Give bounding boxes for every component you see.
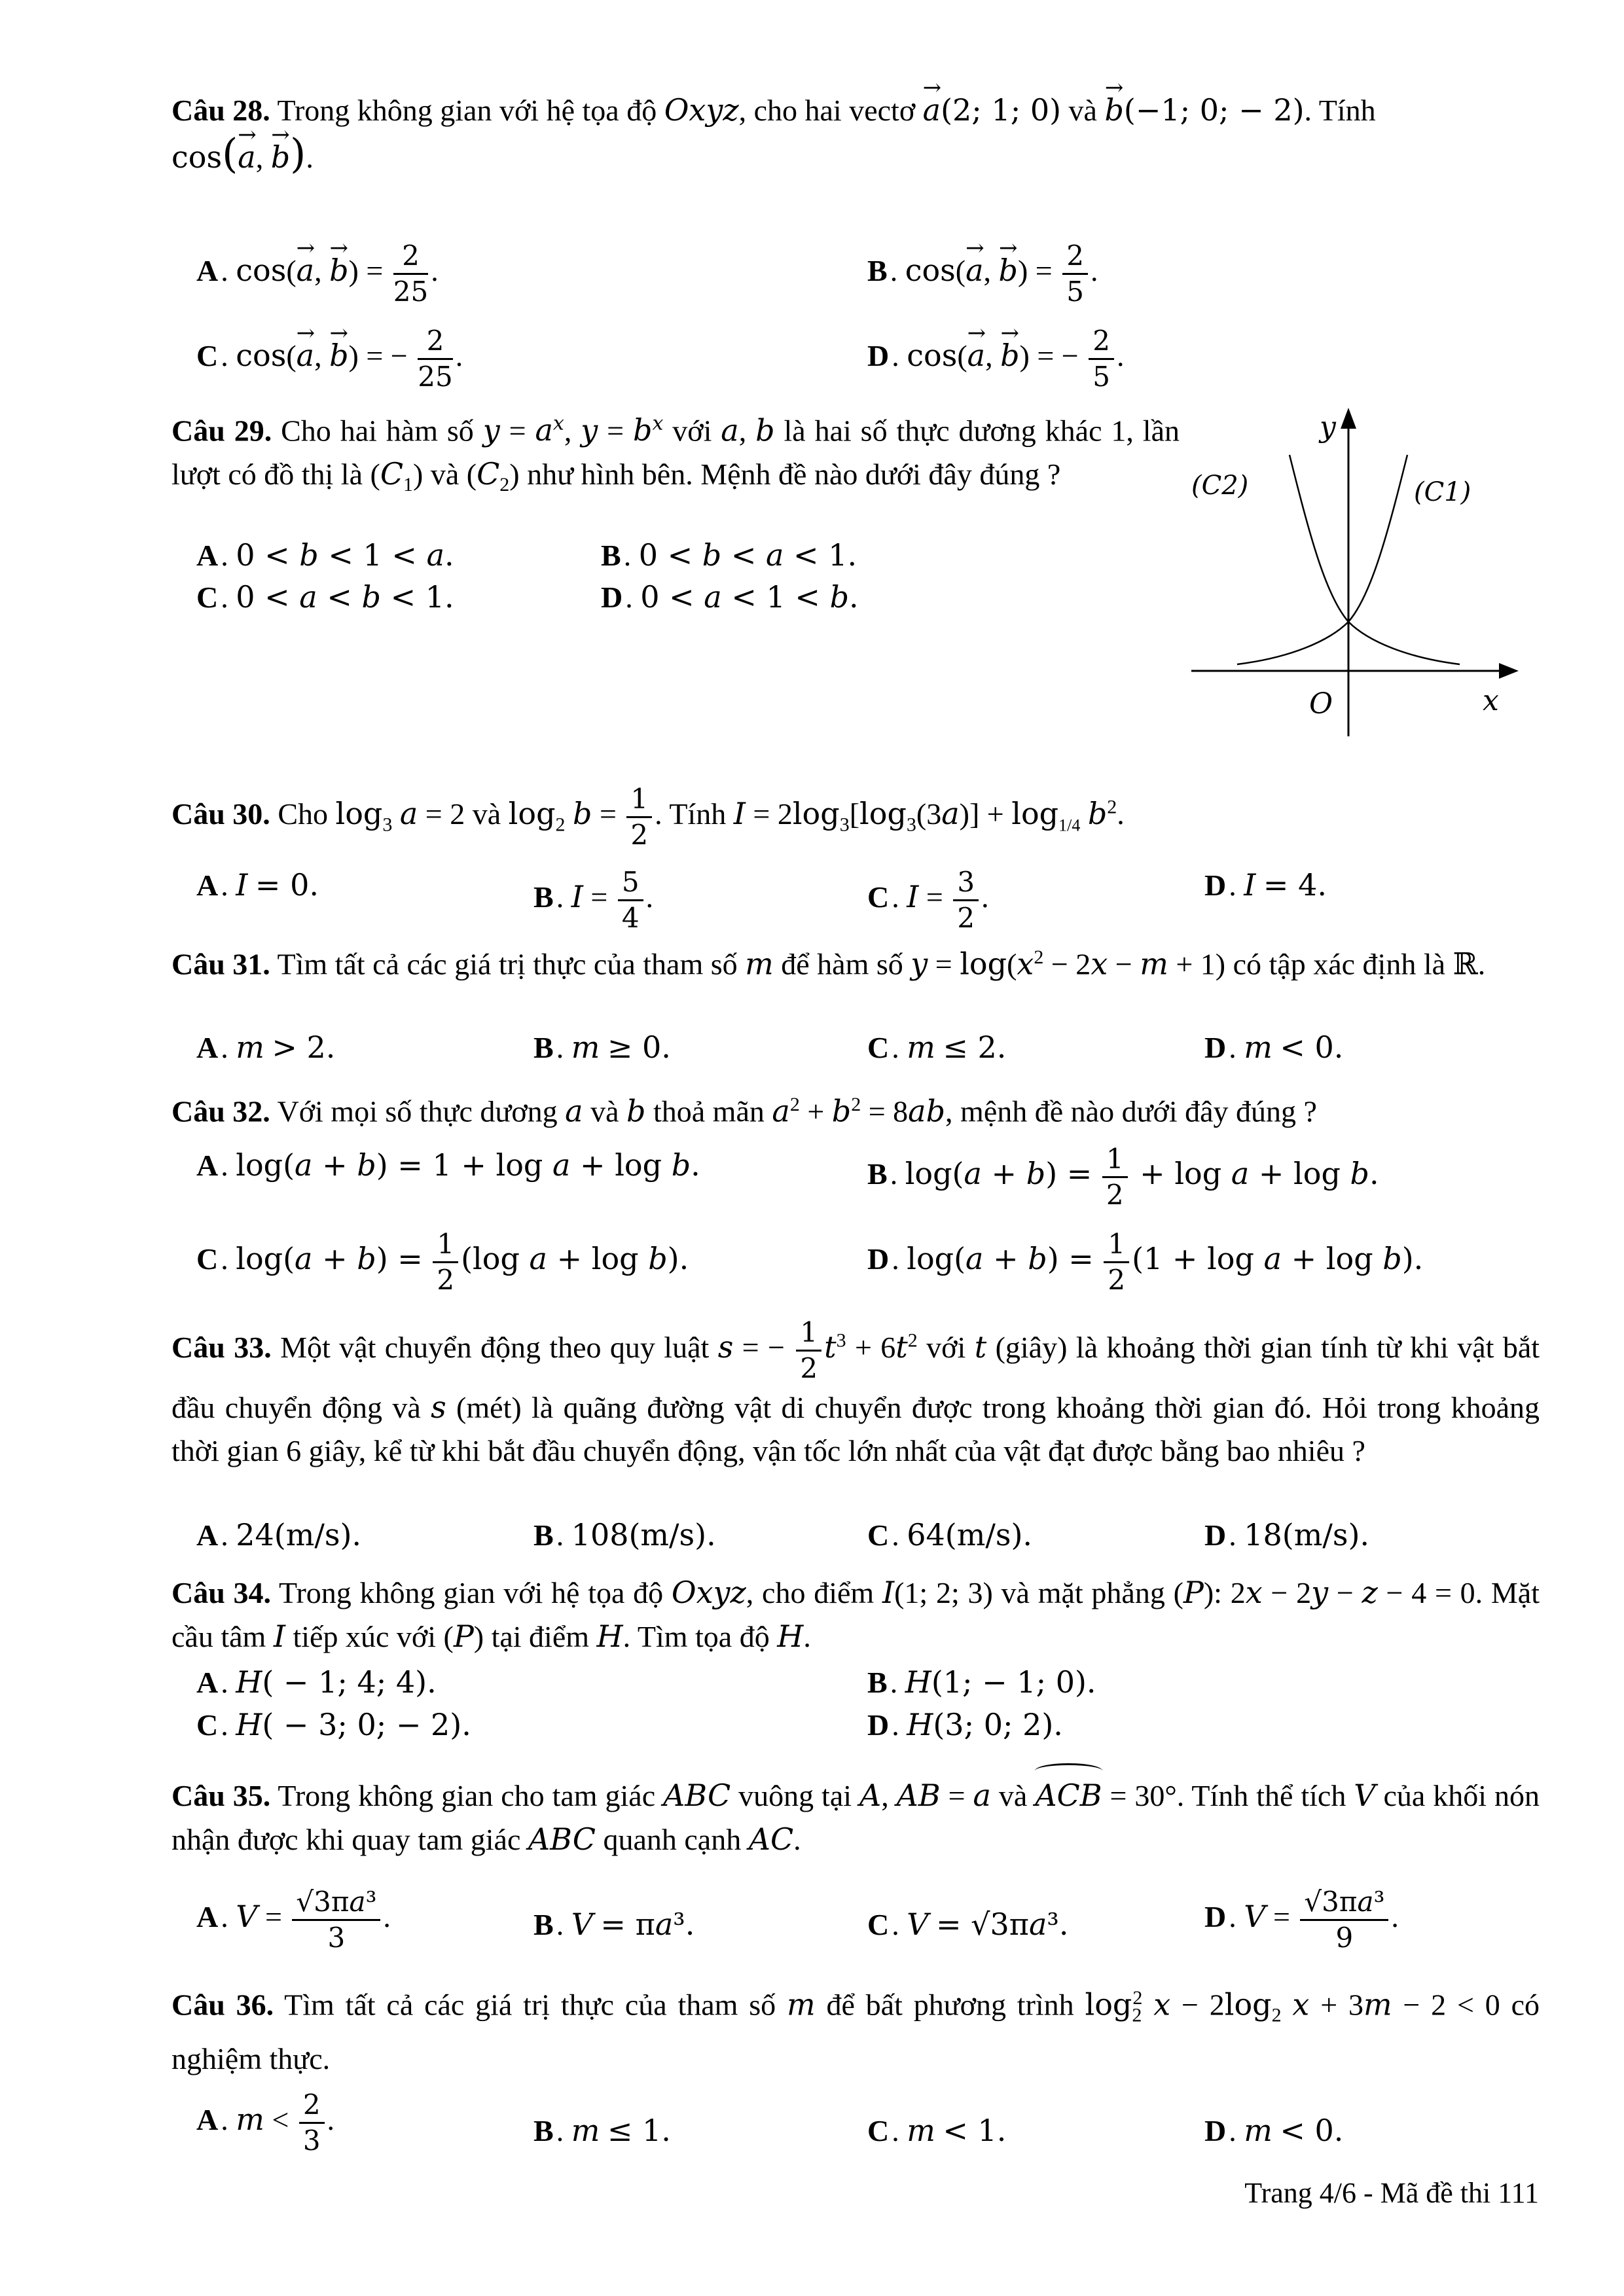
question-36-number: Câu 36. [171, 1988, 274, 2022]
question-32-number: Câu 32. [171, 1094, 270, 1128]
question-30-number: Câu 30. [171, 797, 270, 831]
question-29: Câu 29. Cho hai hàm số $y = a^x$, $y = b^x$ với a, b là hai số thực dương khác 1, lần lượt có đồ thị là $(C_1)$ và $(C_2)$ như hình bên. Mệnh đề nào dưới đây đúng ? [171, 412, 1180, 496]
question-29-option-a[interactable]: A. 0 < b < 1 < a. [196, 537, 454, 573]
c1-label: (C1) [1414, 477, 1471, 507]
question-28-number: Câu 28. [171, 94, 270, 127]
question-36-option-b[interactable]: B. m ≤ 1. [533, 2113, 671, 2148]
question-34-number: Câu 34. [171, 1576, 272, 1609]
x-axis-arrow [1499, 663, 1519, 679]
question-29-option-d[interactable]: D. 0 < a < 1 < b. [601, 579, 859, 615]
question-33-option-b[interactable]: B. 108(m/s). [533, 1517, 716, 1552]
question-32-option-a[interactable]: A. log(a + b) = 1 + log a + log b. [196, 1147, 700, 1183]
question-28-option-d[interactable]: D. cos(→ a, → b) = − $\frac{2}{5}$ . [867, 324, 1124, 394]
question-32-option-b[interactable]: B. log(a + b) = $\frac{1}{2}$ + log a + log b. [867, 1143, 1379, 1211]
question-36-option-d[interactable]: D. m < 0. [1204, 2113, 1344, 2148]
question-36: Câu 36. Tìm tất cả các giá trị thực của tham số m để bất phương trình $\log_2^2 x - 2\log_2$ x + 3m − 2 < 0 có nghiệm thực. [171, 1986, 1540, 2075]
question-31-number: Câu 31. [171, 947, 270, 981]
question-30-option-c[interactable]: C. I = $\frac{3}{2}$ . [867, 866, 989, 934]
question-30-option-b[interactable]: B. I = $\frac{5}{4}$ . [533, 866, 654, 934]
question-35-option-d[interactable]: D. V = $\frac{\text{√3πa³}}{9}$ . [1204, 1886, 1399, 1954]
page-footer: Trang 4/6 - Mã đề thi 111 [1244, 2177, 1539, 2209]
question-29-option-c[interactable]: C. 0 < a < b < 1. [196, 579, 454, 615]
question-28-option-c[interactable]: C. cos(→ a, → b) = − $\frac{2}{25}$ . [196, 324, 463, 394]
question-34-option-d[interactable]: D. H(3; 0; 2). [867, 1707, 1063, 1742]
y-label: y [1320, 410, 1336, 444]
question-33-option-c[interactable]: C. 64(m/s). [867, 1517, 1033, 1552]
x-label: x [1483, 684, 1499, 717]
question-34-option-a[interactable]: A. H( − 1; 4; 4). [196, 1664, 437, 1700]
question-35: Câu 35. Trong không gian cho tam giác ABC vuông tại A, AB = a và ACB = 30°. Tính thể tích V của khối nón nhận được khi quay tam giác ABC quanh cạnh AC. [171, 1774, 1540, 1861]
question-35-option-b[interactable]: B. V = πa³. [533, 1907, 695, 1942]
question-34: Câu 34. Trong không gian với hệ tọa độ Oxyz, cho điểm I(1; 2; 3) và mặt phẳng (P): 2x − 2y − z − 4 = 0. Mặt cầu tâm I tiếp xúc với (P) tại điểm H. Tìm tọa độ H. [171, 1575, 1540, 1654]
question-35-option-c[interactable]: C. V = √3πa³. [867, 1907, 1069, 1942]
question-32-option-c[interactable]: C. log(a + b) = $\frac{1}{2}$ (log a + log b). [196, 1228, 689, 1296]
graph-svg [1191, 396, 1532, 749]
question-35-number: Câu 35. [171, 1779, 271, 1812]
question-36-option-a[interactable]: A. m < $\frac{2}{3}$ . [196, 2089, 335, 2157]
question-33-number: Câu 33. [171, 1331, 272, 1365]
question-33-option-d[interactable]: D. 18(m/s). [1204, 1517, 1370, 1552]
question-30-option-d[interactable]: D. I = 4. [1204, 867, 1327, 903]
question-32: Câu 32. Với mọi số thực dương a và b thoả mãn $a^2 + b^2 = 8ab$, mệnh đề nào dưới đây đúng ? [171, 1093, 1317, 1129]
question-31: Câu 31. Tìm tất cả các giá trị thực của tham số m để hàm số $y = \log(x^2 - 2x - m + 1)$ có tập xác định là ℝ. [171, 946, 1486, 982]
curve-c1 [1237, 455, 1407, 664]
question-32-option-d[interactable]: D. log(a + b) = $\frac{1}{2}$ (1 + log a + log b). [867, 1228, 1424, 1296]
question-31-option-c[interactable]: C. m ≤ 2. [867, 1030, 1007, 1065]
question-31-option-d[interactable]: D. m < 0. [1204, 1030, 1344, 1065]
question-34-option-c[interactable]: C. H( − 3; 0; − 2). [196, 1707, 471, 1742]
question-31-option-a[interactable]: A. m > 2. [196, 1030, 336, 1065]
question-28: Câu 28. Trong không gian với hệ tọa độ Oxyz, cho hai vectơ → a(2; 1; 0) và → b(−1; 0; − 2). Tính cos(→ a, → b). [171, 88, 1540, 179]
question-36-option-c[interactable]: C. m < 1. [867, 2113, 1007, 2148]
y-axis-arrow [1341, 408, 1356, 429]
question-29-option-b[interactable]: B. 0 < b < a < 1. [601, 537, 857, 573]
origin-label: O [1309, 687, 1333, 721]
question-30: Câu 30. Cho $\log_3 a = 2$ và $\log_2 b$ = $\frac{1}{2}$ . Tính $I = 2\log_3[\log_3(3a)] + \log_{1/4} b^2$. [171, 783, 1125, 851]
question-33: Câu 33. Một vật chuyển động theo quy luật s = − $\frac{1}{2}$ $t^3 + 6t^2$ với t (giây) là khoảng thời gian tính từ khi vật bắt đầu chuyển động và s (mét) là quãng đường vật di chuyển được trong khoảng thời gian đó. Hỏi trong khoảng thời gian 6 giây, kể từ khi bắt đầu chuyển động, vận tốc lớn nhất của vật đạt được bằng bao nhiêu ? [171, 1316, 1540, 1467]
c2-label: (C2) [1191, 471, 1249, 501]
question-29-number: Câu 29. [171, 414, 272, 448]
question-31-option-b[interactable]: B. m ≥ 0. [533, 1030, 671, 1065]
exponential-graph [1191, 396, 1532, 749]
question-34-option-b[interactable]: B. H(1; − 1; 0). [867, 1664, 1096, 1700]
question-30-option-a[interactable]: A. I = 0. [196, 867, 319, 903]
question-33-option-a[interactable]: A. 24(m/s). [196, 1517, 362, 1552]
question-28-option-b[interactable]: B. cos(→ a, → b) = $\frac{2}{5}$ . [867, 239, 1098, 309]
question-35-option-a[interactable]: A. V = $\frac{\text{√3πa³}}{3}$ . [196, 1886, 391, 1954]
question-28-option-a[interactable]: A. cos(→ a, → b) = $\frac{2}{25}$ . [196, 239, 439, 309]
